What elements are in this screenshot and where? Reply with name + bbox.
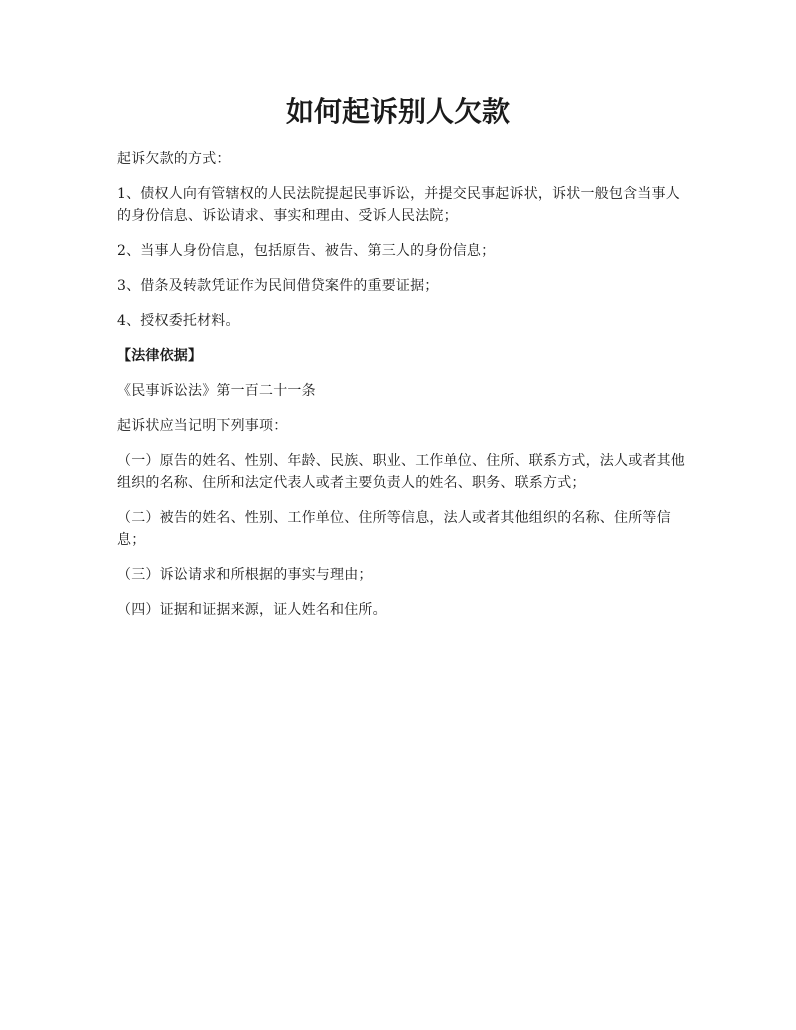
paragraph-item-3: 3、借条及转款凭证作为民间借贷案件的重要证据；: [117, 278, 439, 294]
paragraph-law-item-4: （四）证据和证据来源，证人姓名和住所。: [117, 602, 387, 618]
paragraph-intro: 起诉欠款的方式：: [117, 151, 231, 167]
section-heading-legal-basis: 【法律依据】: [117, 348, 203, 364]
paragraph-law-intro: 起诉状应当记明下列事项：: [117, 418, 288, 434]
paragraph-item-4: 4、授权委托材料。: [117, 313, 240, 329]
paragraph-item-2: 2、当事人身份信息，包括原告、被告、第三人的身份信息；: [117, 243, 496, 259]
paragraph-law-citation: 《民事诉讼法》第一百二十一条: [117, 383, 316, 399]
paragraph-law-item-2: （二）被告的姓名、性别、工作单位、住所等信息，法人或者其他组织的名称、住所等信息；: [117, 510, 671, 548]
paragraph-law-item-3: （三）诉讼请求和所根据的事实与理由；: [117, 567, 373, 583]
paragraph-item-1: 1、债权人向有管辖权的人民法院提起民事诉讼，并提交民事起诉状，诉状一般包含当事人的身份信息、诉讼请求、事实和理由、受诉人民法院；: [117, 186, 680, 224]
document-body: [117, 148, 685, 634]
document-title: 如何起诉别人欠款: [285, 95, 510, 128]
paragraph-law-item-1: （一）原告的姓名、性别、年龄、民族、职业、工作单位、住所、联系方式，法人或者其他组织的名称、住所和法定代表人或者主要负责人的姓名、职务、联系方式；: [117, 453, 685, 491]
